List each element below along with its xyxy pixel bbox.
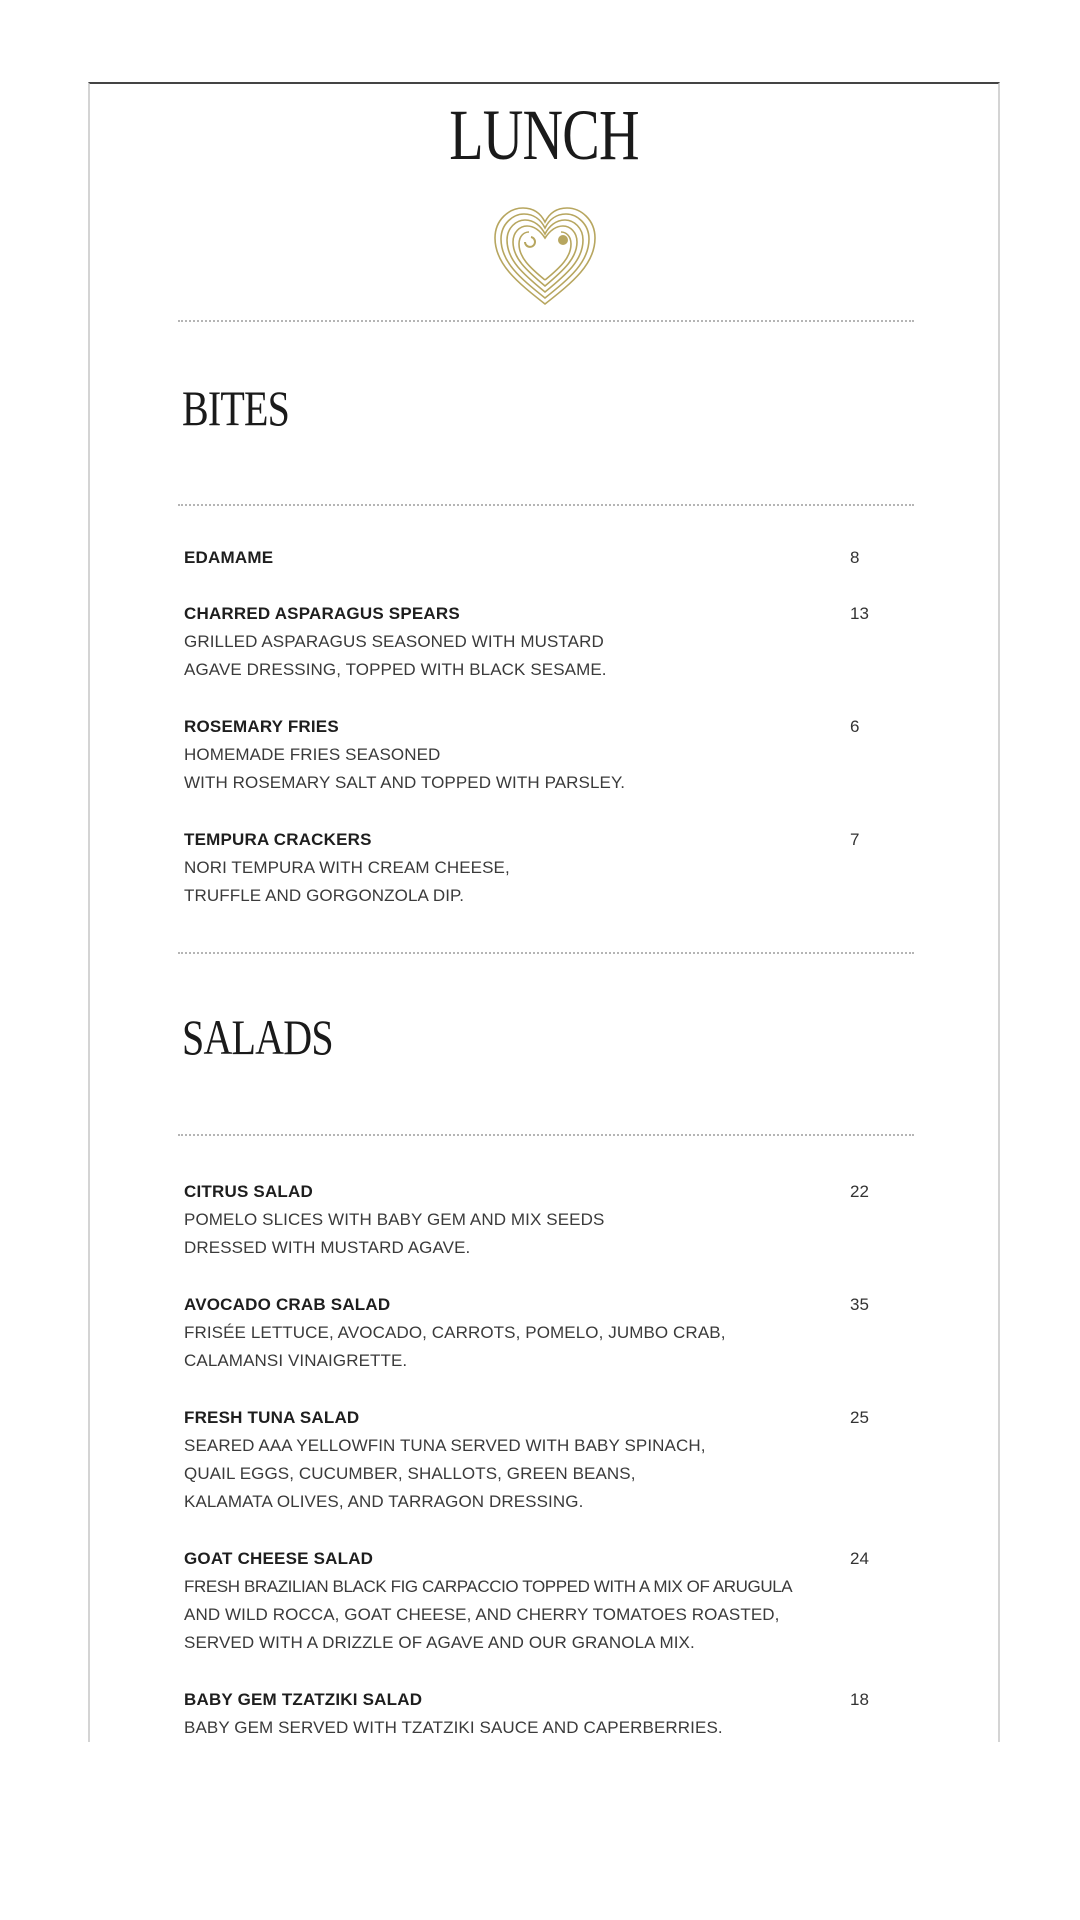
- menu-item: [184, 600, 884, 684]
- item-desc-line: WITH ROSEMARY SALT AND TOPPED WITH PARSLEY.: [184, 773, 626, 792]
- section-heading-bites: BITES: [182, 380, 290, 436]
- item-name: GOAT CHEESE SALAD: [184, 1549, 374, 1568]
- item-desc-line: KALAMATA OLIVES, AND TARRAGON DRESSING.: [184, 1492, 584, 1511]
- item-desc-line: SEARED AAA YELLOWFIN TUNA SERVED WITH BABY SPINACH,: [184, 1436, 706, 1455]
- divider: [178, 320, 914, 322]
- item-name: FRESH TUNA SALAD: [184, 1408, 360, 1427]
- menu-item: [184, 1686, 884, 1742]
- menu-item: [184, 826, 884, 910]
- item-price: 6: [850, 717, 860, 736]
- item-desc-line: DRESSED WITH MUSTARD AGAVE.: [184, 1238, 471, 1257]
- item-desc-line: HOMEMADE FRIES SEASONED: [184, 745, 441, 764]
- menu-item: [184, 1291, 884, 1375]
- item-desc-line: NORI TEMPURA WITH CREAM CHEESE,: [184, 858, 510, 877]
- menu-item: [184, 1404, 884, 1516]
- item-desc-line: CALAMANSI VINAIGRETTE.: [184, 1351, 408, 1370]
- heart-logo-icon: [489, 204, 601, 308]
- item-price: 13: [850, 604, 869, 623]
- divider: [178, 1134, 914, 1136]
- item-price: 22: [850, 1182, 869, 1201]
- item-name: CHARRED ASPARAGUS SPEARS: [184, 604, 460, 623]
- item-price: 35: [850, 1295, 869, 1314]
- item-desc-line: FRISÉE LETTUCE, AVOCADO, CARROTS, POMELO, JUMBO CRAB,: [184, 1323, 726, 1342]
- item-desc-line: FRESH BRAZILIAN BLACK FIG CARPACCIO TOPPED WITH A MIX OF ARUGULA: [184, 1577, 793, 1596]
- item-desc-line: AGAVE DRESSING, TOPPED WITH BLACK SESAME.: [184, 660, 607, 679]
- item-desc-line: BABY GEM SERVED WITH TZATZIKI SAUCE AND CAPERBERRIES.: [184, 1718, 723, 1737]
- menu-page: [88, 82, 1000, 1742]
- item-price: 7: [850, 830, 860, 849]
- item-name: EDAMAME: [184, 548, 274, 567]
- item-price: 24: [850, 1549, 869, 1568]
- menu-item: [184, 544, 884, 572]
- item-desc-line: AND WILD ROCCA, GOAT CHEESE, AND CHERRY TOMATOES ROASTED,: [184, 1605, 780, 1624]
- item-desc-line: GRILLED ASPARAGUS SEASONED WITH MUSTARD: [184, 632, 604, 651]
- item-desc-line: POMELO SLICES WITH BABY GEM AND MIX SEEDS: [184, 1210, 605, 1229]
- item-price: 25: [850, 1408, 869, 1427]
- item-name: TEMPURA CRACKERS: [184, 830, 372, 849]
- item-desc-line: QUAIL EGGS, CUCUMBER, SHALLOTS, GREEN BEANS,: [184, 1464, 636, 1483]
- menu-title: LUNCH: [449, 95, 639, 175]
- section-heading-salads: SALADS: [182, 1009, 333, 1065]
- item-name: ROSEMARY FRIES: [184, 717, 339, 736]
- menu-item: [184, 1178, 884, 1262]
- item-name: BABY GEM TZATZIKI SALAD: [184, 1690, 423, 1709]
- menu-item: [184, 713, 884, 797]
- divider: [178, 504, 914, 506]
- divider: [178, 952, 914, 954]
- item-price: 18: [850, 1690, 869, 1709]
- item-name: AVOCADO CRAB SALAD: [184, 1295, 391, 1314]
- item-desc-line: SERVED WITH A DRIZZLE OF AGAVE AND OUR GRANOLA MIX.: [184, 1633, 695, 1652]
- item-price: 8: [850, 548, 860, 567]
- item-desc-line: TRUFFLE AND GORGONZOLA DIP.: [184, 886, 465, 905]
- item-name: CITRUS SALAD: [184, 1182, 313, 1201]
- menu-item: [184, 1545, 884, 1657]
